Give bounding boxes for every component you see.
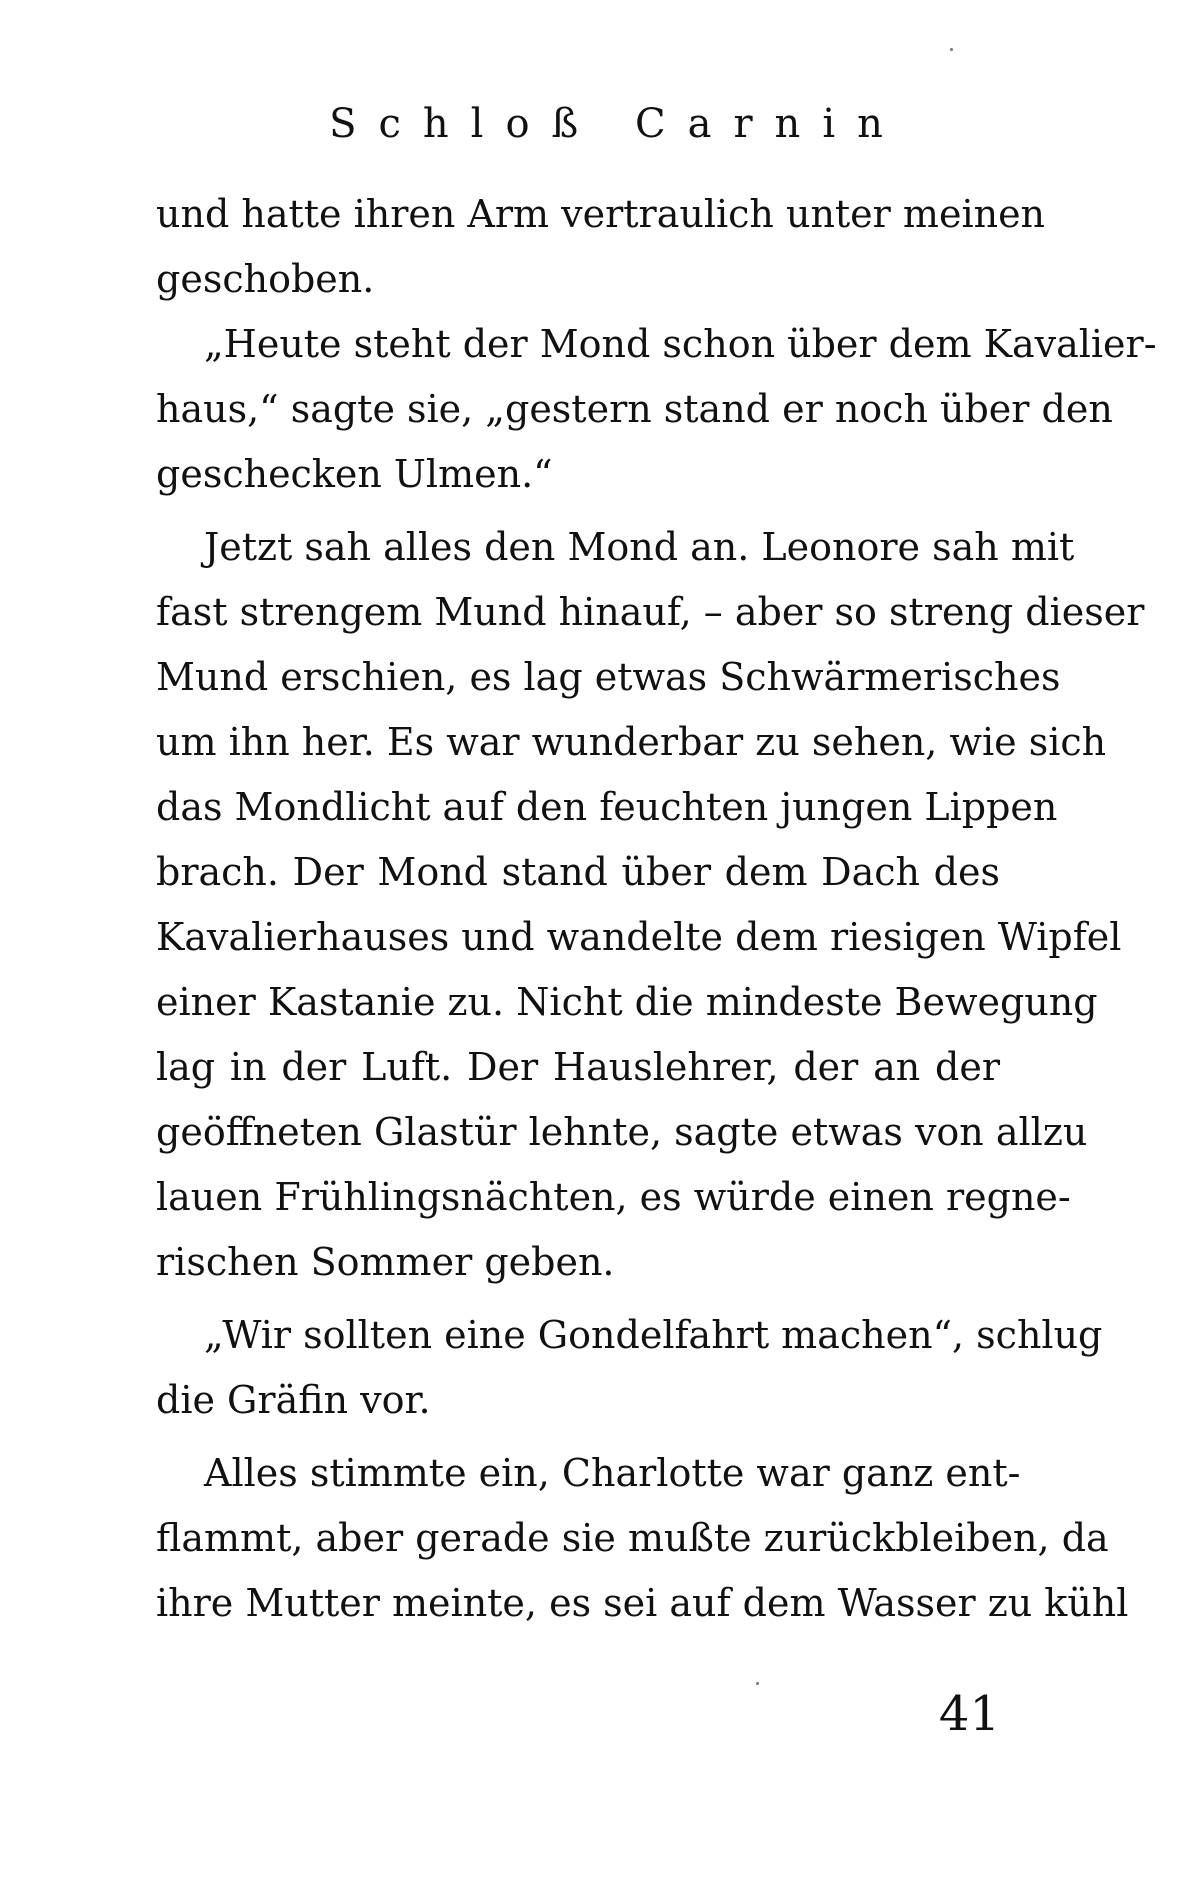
text-line: „Wir sollten eine Gondelfahrt machen“, schlug (204, 1313, 1103, 1357)
text-line: Mund erschien, es lag etwas Schwärmerisches (156, 655, 1061, 699)
text-line: einer Kastanie zu. Nicht die mindeste Bewegung (156, 980, 1098, 1024)
text-line: „Heute steht der Mond schon über dem Kavalier- (204, 322, 1157, 366)
text-line: lauen Frühlingsnächten, es würde einen regne- (156, 1175, 1071, 1219)
text-line: rischen Sommer geben. (156, 1240, 615, 1284)
text-line: und hatte ihren Arm vertraulich unter meinen (156, 192, 1046, 236)
text-line: haus,“ sagte sie, „gestern stand er noch über den (156, 387, 1113, 431)
text-line: geöffneten Glastür lehnte, sagte etwas von allzu (156, 1110, 1088, 1154)
text-line: brach. Der Mond stand über dem Dach des (156, 850, 1000, 894)
text-line: geschoben. (156, 257, 375, 301)
text-line: flammt, aber gerade sie mußte zurückbleiben, da (156, 1516, 1109, 1560)
paragraph-gap (156, 1433, 1000, 1441)
text-line: das Mondlicht auf den feuchten jungen Lippen (156, 785, 1058, 829)
paragraph-gap (156, 1295, 1000, 1303)
scan-speck (950, 48, 953, 51)
text-line: ihre Mutter meinte, es sei auf dem Wasser zu kühl (156, 1581, 1129, 1625)
body-text (156, 182, 1157, 1636)
paragraph-gap (156, 507, 1000, 515)
text-line: um ihn her. Es war wunderbar zu sehen, wie sich (156, 720, 1107, 764)
text-line: lag in der Luft. Der Hauslehrer, der an der (156, 1045, 1000, 1089)
page-number: 41 (938, 1686, 1000, 1742)
text-line: die Gräfin vor. (156, 1378, 431, 1422)
scan-speck (756, 1682, 759, 1685)
running-head: Schloß Carnin (329, 101, 905, 147)
text-line: Alles stimmte ein, Charlotte war ganz ent- (204, 1451, 1021, 1495)
text-line: geschecken Ulmen.“ (156, 452, 553, 496)
text-line: Jetzt sah alles den Mond an. Leonore sah mit (204, 525, 1075, 569)
text-line: fast strengem Mund hinauf, – aber so streng dieser (156, 590, 1145, 634)
text-line: Kavalierhauses und wandelte dem riesigen Wipfel (156, 915, 1122, 959)
